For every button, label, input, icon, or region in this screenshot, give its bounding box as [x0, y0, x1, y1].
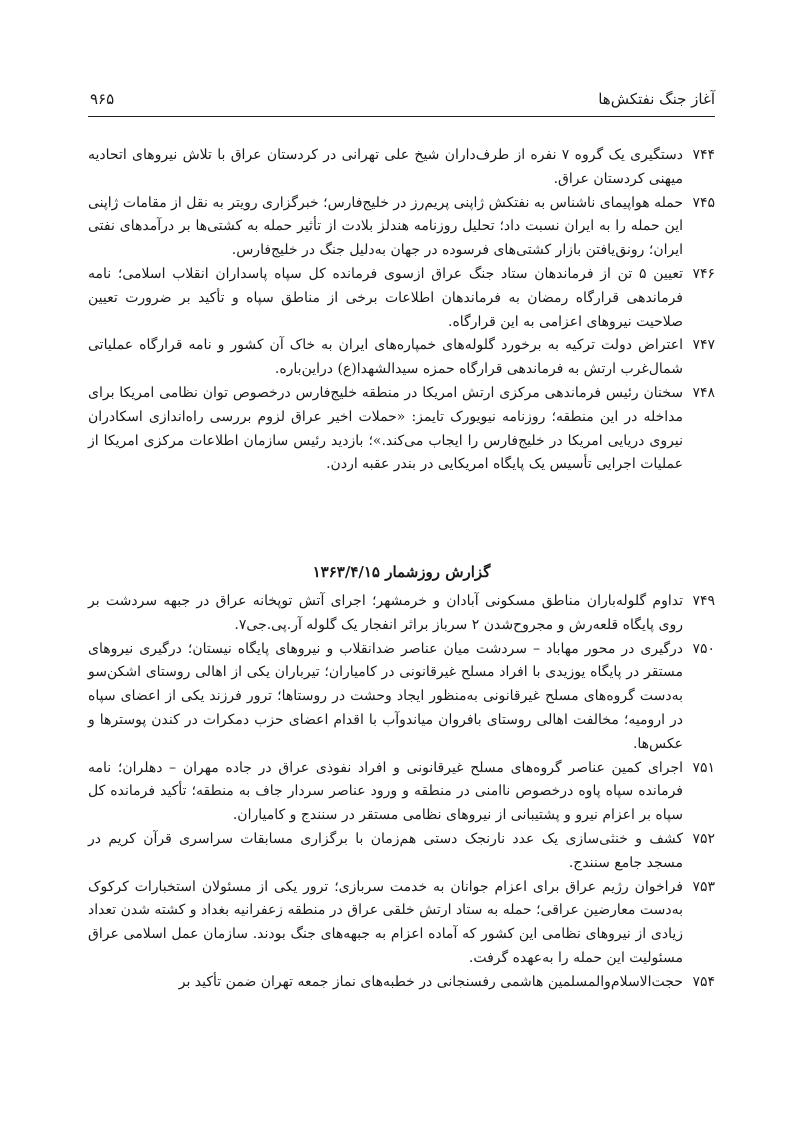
running-header [88, 86, 715, 117]
entries-top [88, 144, 715, 477]
entry-text: اجرای کمین عناصر گروه‌های مسلح غیرقانونی و افراد نفوذی عراق در جاده مهران – دهلران؛ نامه فرمانده سپاه پاوه درخصوص ناامنی در منطقه و ورود عناصر سردار جاف به منطقه؛ تأکید فرمانده کل سپاه بر اعزام نیرو و پشتیبانی از نیروهای نظامی مستقر در سنندج و کامیاران. [88, 759, 683, 824]
entries-bottom [88, 590, 715, 995]
entry-text: حمله هواپیمای ناشناس به نفتکش ژاپنی پریم‌رز در خلیج‌فارس؛ خبرگزاری رویتر به نقل از مقامات ژاپنی این حمله را به ایران نسبت داد؛ تحلیل روزنامه هندلز بلادت از تأثیر حمله به کشتی‌ها بر درآمدهای نفتی ایران؛ رونق‌یافتن بازار کشتی‌های فرسوده در جهان به‌دلیل جنگ در خلیج‌فارس. [88, 194, 683, 259]
entry-text: تعیین ۵ تن از فرماندهان ستاد جنگ عراق ازسوی فرمانده کل سپاه پاسداران انقلاب اسلامی؛ نامه فرماندهی قرارگاه رمضان به فرماندهان اطلاعات برخی از مناطق سپاه و تأکید بر ضرورت تعیین صلاحیت نیروهای اعزامی به این قرارگاه. [88, 265, 683, 330]
page-number: ۹۶۵ [90, 90, 115, 108]
entry-number: ۷۵۱ [692, 759, 715, 776]
entry-item [88, 590, 715, 638]
entry-item [88, 971, 715, 995]
chapter-title: آغاز جنگ نفتکش‌ها [598, 90, 715, 108]
entry-text: حجت‌الاسلام‌والمسلمین هاشمی رفسنجانی در خطبه‌های نماز جمعه تهران ضمن تأکید بر [178, 973, 683, 990]
entry-text: اعتراض دولت ترکیه به برخورد گلوله‌های خمپاره‌های ایران به خاک آن کشور و نامه قرارگاه عملیاتی شمال‌غرب ارتش به فرماندهی قرارگاه حمزه سیدالشهدا(ع) دراین‌باره. [88, 337, 683, 378]
entry-item [88, 757, 715, 828]
entry-text: فراخوان رژیم عراق برای اعزام جوانان به خدمت سربازی؛ ترور یکی از مسئولان استخبارات کرکوک به‌دست معارضین عراقی؛ حمله به ستاد ارتش خلقی عراق در منطقه زعفرانیه بغداد و کشته شدن تعداد زیادی از نیروهای نظامی این کشور که آماده اعزام به جبهه‌های جنگ بودند. سازمان عمل اسلامی عراق مسئولیت این حمله را به‌عهده گرفت. [88, 878, 683, 966]
entry-item [88, 192, 715, 263]
entry-number: ۷۴۹ [692, 593, 715, 609]
entry-item [88, 638, 715, 757]
entry-text: درگیری در محور مهاباد – سردشت میان عناصر ضدانقلاب و نیروهای پایگاه نیستان؛ درگیری نیروهای مستقر در پایگاه یوزیدی با افراد مسلح غیرقانونی در کامیاران؛ تیرباران یکی از اهالی روستای اشکن‌سو به‌دست گروه‌های مسلح غیرقانونی به‌منظور ایجاد وحشت در روستاها؛ ترور فرزند یکی از اعضای سپاه در ارومیه؛ مخالفت اهالی روستای بافروان میاندوآب با اقدام اعضای حزب دمکرات در کندن پوسترها و عکس‌ها. [88, 640, 683, 752]
entry-item [88, 263, 715, 334]
entry-number: ۷۴۸ [692, 384, 715, 401]
entry-number: ۷۵۴ [692, 973, 715, 990]
entry-item [88, 382, 715, 477]
entry-text: دستگیری یک گروه ۷ نفره از طرف‌داران شیخ علی تهرانی در کردستان عراق با تلاش نیروهای اتحادیه میهنی کردستان عراق. [88, 147, 684, 187]
section-heading: گزارش روزشمار ۱۳۶۳/۴/۱۵ [312, 563, 491, 581]
entry-item [88, 144, 715, 192]
entry-text: کشف و خنثی‌سازی یک عدد نارنجک دستی هم‌زمان با برگزاری مسابقات سراسری قرآن کریم در مسجد جامع سنندج. [88, 830, 683, 871]
entry-number: ۷۴۶ [692, 265, 715, 282]
entry-item [88, 828, 715, 876]
entry-number: ۷۵۳ [692, 878, 715, 895]
entry-item [88, 876, 715, 971]
entry-number: ۷۴۵ [692, 194, 715, 211]
entry-item [88, 334, 715, 382]
entry-text: سخنان رئیس فرماندهی مرکزی ارتش امریکا در منطقه خلیج‌فارس درخصوص توان نظامی امریکا برای مداخله در این منطقه؛ روزنامه نیویورک تایمز: «حملات اخیر عراق لزوم بررسی راه‌اندازی اسکادران نیروی دریایی امریکا در خلیج‌فارس را ایجاب می‌کند.»؛ بازدید رئیس سازمان اطلاعات مرکزی امریکا از عملیات اجرایی تأسیس یک پایگاه امریکایی در بندر عقبه اردن. [88, 384, 683, 473]
entry-number: ۷۵۲ [692, 830, 715, 847]
entry-number: ۷۵۰ [692, 640, 715, 657]
entry-number: ۷۴۷ [692, 337, 715, 354]
entry-number: ۷۴۴ [692, 147, 715, 163]
entry-text: تداوم گلوله‌باران مناطق مسکونی آبادان و خرمشهر؛ اجرای آتش توپخانه عراق در جبهه سردشت بر روی پایگاه قلعه‌رش و مجروح‌شدن ۲ سرباز براثر انفجار یک گلوله آر.پی.جی۷. [88, 593, 683, 633]
